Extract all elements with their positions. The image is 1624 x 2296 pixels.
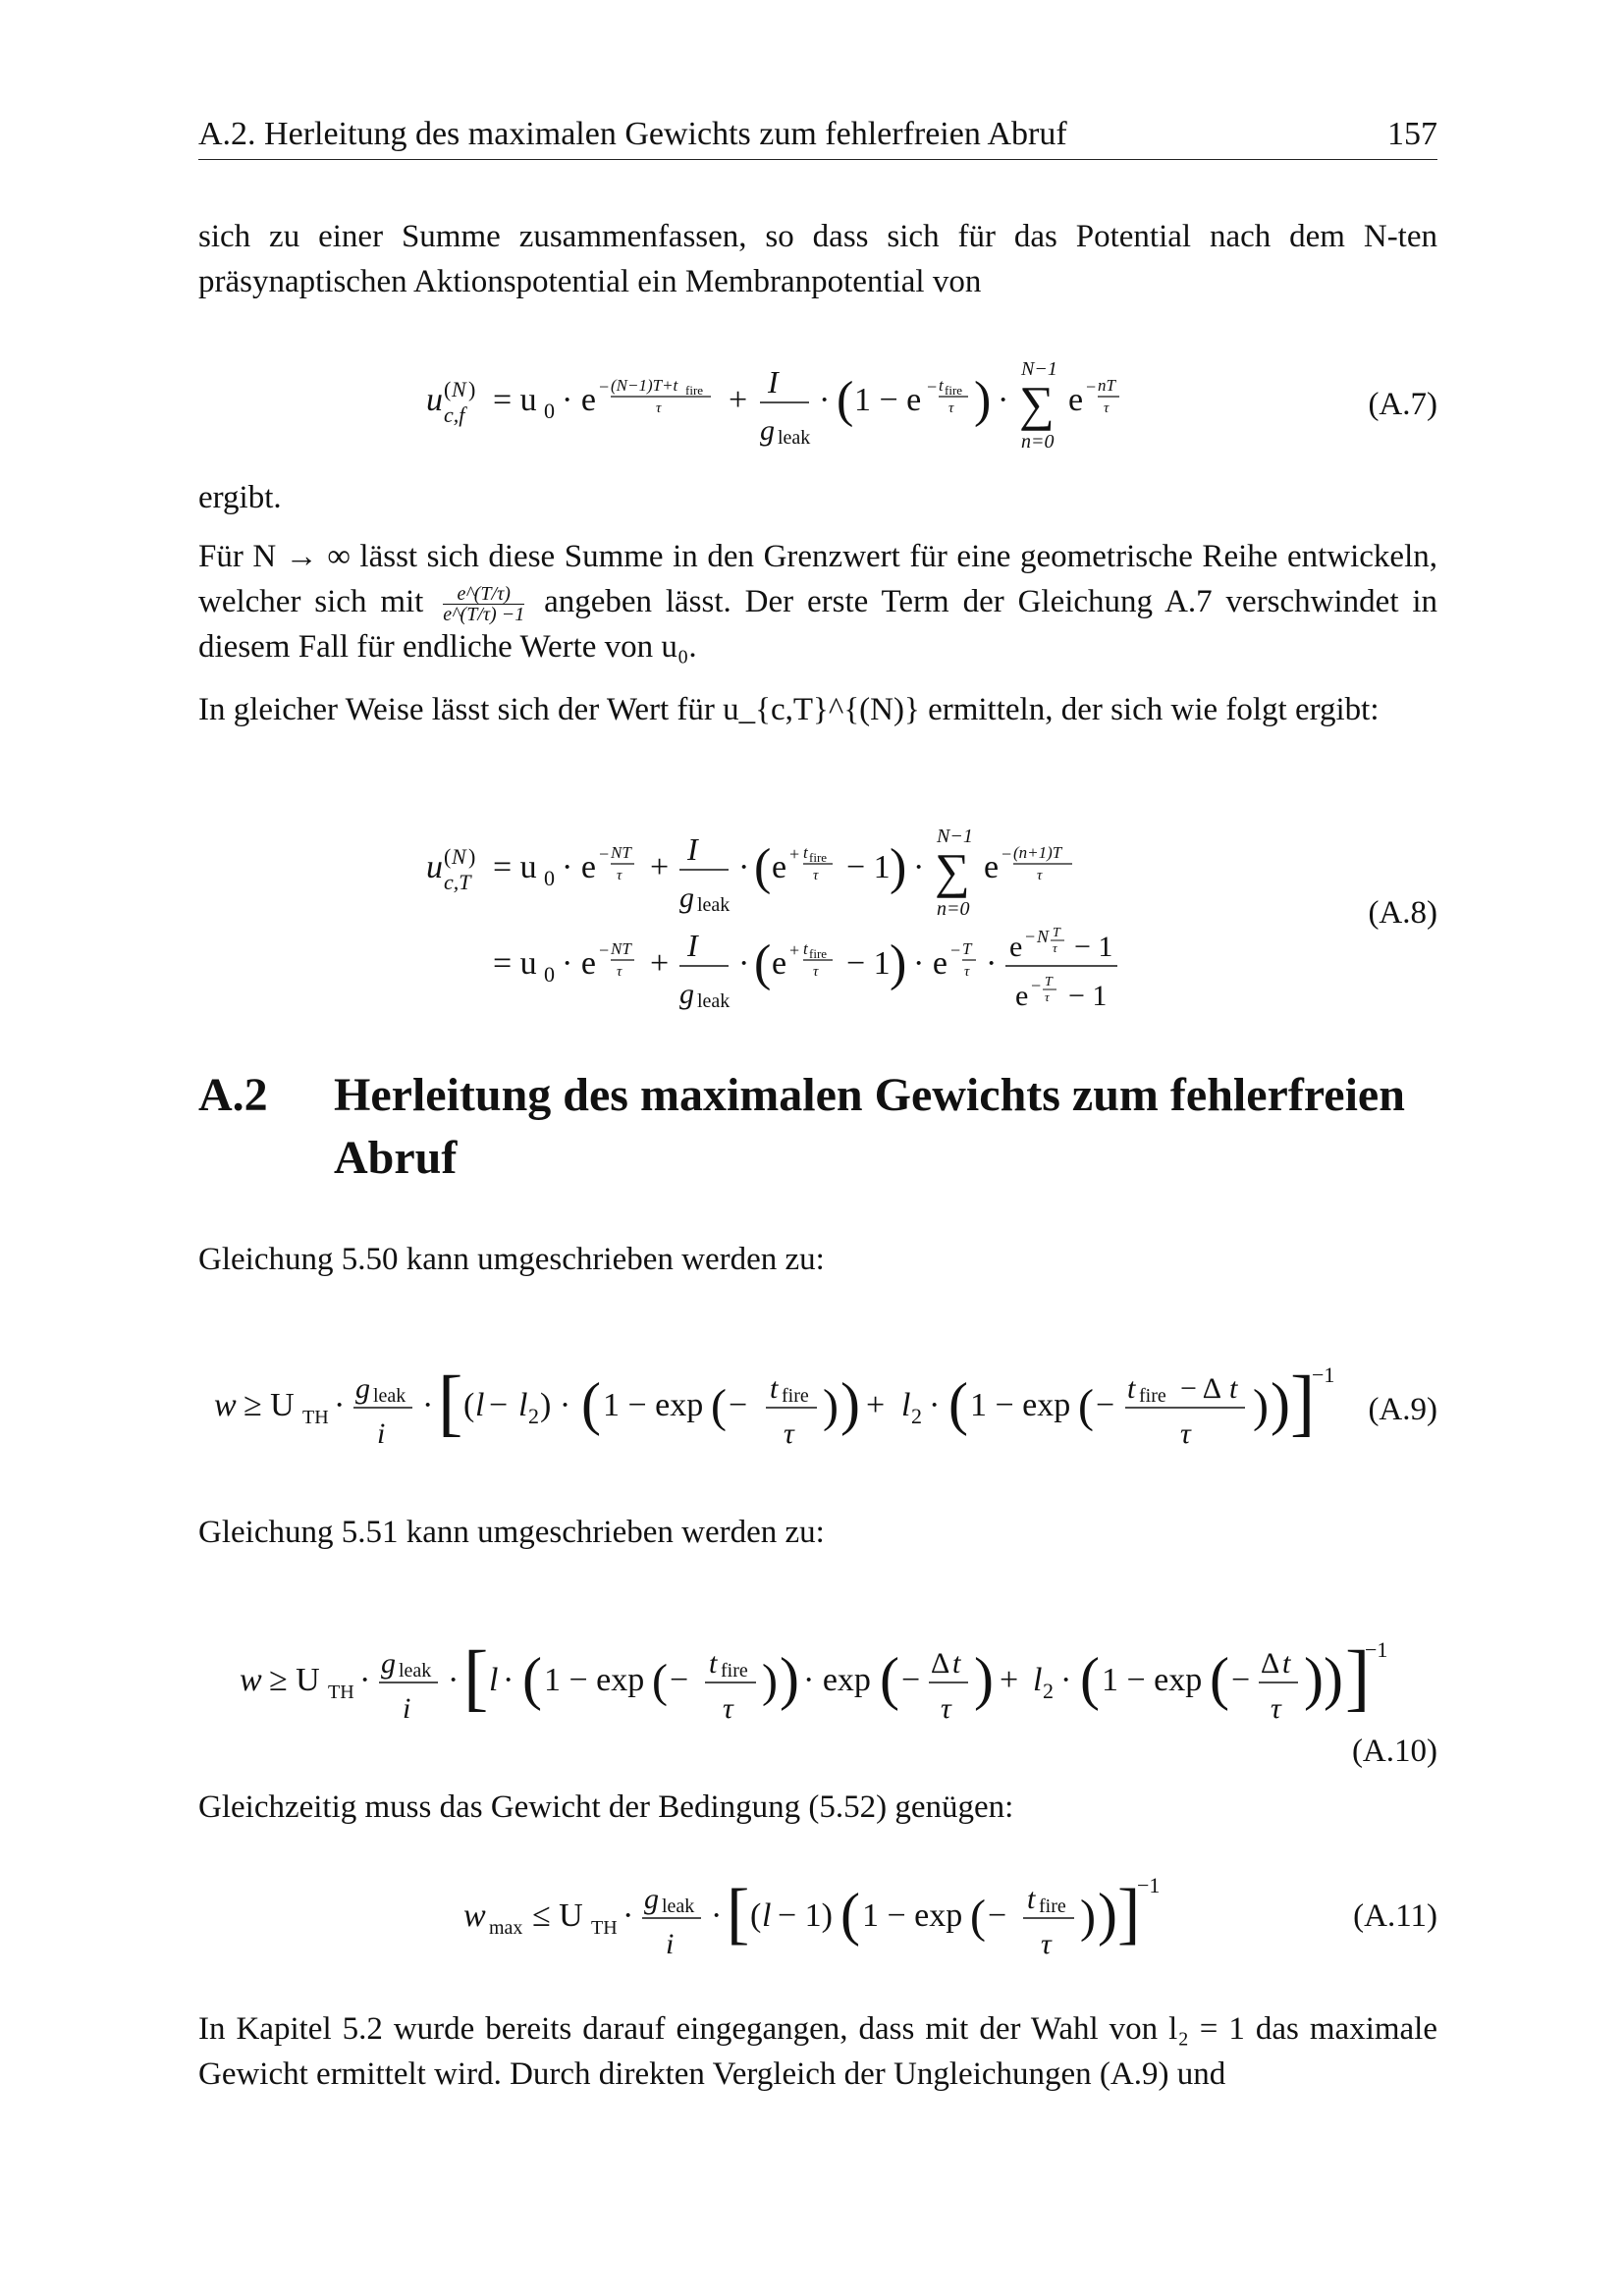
svg-text:−1: −1: [1312, 1362, 1335, 1387]
svg-text:): ): [780, 1646, 799, 1711]
svg-text:τ: τ: [1180, 1417, 1191, 1450]
svg-text:l: l: [1033, 1662, 1043, 1698]
svg-text:leak: leak: [373, 1385, 406, 1407]
svg-text:g: g: [381, 1647, 396, 1680]
svg-text:i: i: [666, 1928, 675, 1960]
svg-text:): ): [1253, 1380, 1269, 1432]
svg-text:τ: τ: [1053, 940, 1057, 955]
svg-text:−: −: [901, 1662, 921, 1698]
svg-text:u: u: [426, 382, 443, 418]
svg-text:τ: τ: [656, 400, 662, 416]
svg-text:e: e: [772, 945, 787, 982]
svg-text:t: t: [803, 843, 808, 862]
svg-text:−: −: [599, 940, 610, 960]
svg-text:+: +: [729, 382, 748, 418]
svg-text:fire: fire: [721, 1660, 748, 1682]
svg-text:− 1: − 1: [1068, 980, 1108, 1012]
svg-text:): ): [823, 1380, 839, 1432]
svg-text:): ): [468, 377, 476, 401]
svg-text:τ: τ: [723, 1692, 733, 1725]
svg-text:1 − exp: 1 − exp: [862, 1897, 963, 1934]
section-number: A.2: [198, 1069, 268, 1121]
svg-text:1 − exp: 1 − exp: [603, 1387, 704, 1423]
paragraph-chapter-ref: In Kapitel 5.2 wurde bereits darauf eingegangen, dass mit der Wahl von l₂ = 1 das maximale Gewicht ermittelt wird. Durch direkten Vergleich der Ungleichungen (A.9) und: [198, 2011, 1437, 2092]
svg-text:T: T: [1053, 926, 1060, 940]
svg-text:−: −: [927, 377, 938, 397]
svg-text:·: ·: [913, 849, 925, 885]
svg-text:·: ·: [448, 1662, 460, 1698]
svg-text:N−1: N−1: [937, 826, 973, 847]
svg-text:T: T: [1045, 975, 1053, 989]
paragraph-eq-550: Gleichung 5.50 kann umgeschrieben werden zu:: [198, 1242, 825, 1277]
paragraph-limit-start: Für N → ∞ lässt sich diese Summe in den Grenzwert für eine geometrische Reihe entwickeln, welcher sich mit: [198, 539, 1437, 619]
svg-text:fire: fire: [809, 850, 828, 865]
svg-text:w: w: [214, 1387, 237, 1423]
svg-text:−: −: [489, 1387, 509, 1423]
svg-text:·: ·: [503, 1662, 514, 1698]
svg-text:1 − e: 1 − e: [854, 382, 922, 418]
svg-text:2: 2: [1043, 1679, 1054, 1703]
svg-text:≥ U: ≥ U: [269, 1662, 320, 1698]
svg-text:I: I: [687, 831, 698, 867]
equation-a7: [198, 353, 1437, 461]
svg-text:t: t: [803, 939, 808, 958]
svg-text:t: t: [709, 1647, 718, 1680]
svg-text:· e: · e: [562, 382, 596, 418]
svg-text:[: [: [727, 1876, 750, 1951]
svg-text:(: (: [750, 1897, 762, 1934]
paragraph-limit-end: angeben lässt. Der erste Term der Gleichung A.7 verschwindet in diesem Fall für endliche Werte von u₀.: [198, 584, 1438, 665]
svg-text:− 1: − 1: [846, 945, 891, 982]
svg-text:e: e: [1015, 980, 1029, 1012]
svg-text:·: ·: [986, 945, 998, 982]
equation-a11-math: [198, 1865, 1437, 1973]
svg-text:− 1: − 1: [846, 849, 891, 885]
svg-text:N: N: [452, 377, 466, 401]
svg-text:fire: fire: [809, 946, 828, 961]
svg-text:fire: fire: [685, 383, 704, 398]
section-title: Herleitung des maximalen Gewichts zum fehlerfreien Abruf: [334, 1069, 1405, 1184]
svg-text:·: ·: [1060, 1662, 1072, 1698]
svg-text:τ: τ: [617, 964, 623, 980]
svg-text:g: g: [679, 881, 694, 914]
svg-text:l: l: [762, 1897, 772, 1934]
svg-text:max: max: [489, 1917, 523, 1939]
svg-text:·: ·: [738, 849, 750, 885]
svg-text:): ): [890, 839, 907, 895]
svg-text:TH: TH: [591, 1917, 618, 1939]
svg-text:·: ·: [711, 1897, 723, 1934]
svg-text:nT: nT: [1098, 376, 1115, 395]
svg-text:− Δ: − Δ: [1180, 1372, 1222, 1405]
svg-text:e: e: [1009, 931, 1023, 963]
svg-text:l: l: [518, 1387, 528, 1423]
svg-text:−: −: [950, 940, 961, 960]
svg-text:= u: = u: [493, 945, 537, 982]
svg-text:τ: τ: [1045, 989, 1050, 1004]
svg-text:w: w: [240, 1662, 262, 1698]
svg-text:∑: ∑: [935, 843, 970, 898]
svg-text:): ): [1304, 1646, 1324, 1711]
svg-text:(: (: [754, 839, 772, 895]
svg-text:): ): [974, 1646, 994, 1711]
equation-a9: [198, 1355, 1437, 1463]
svg-text:N: N: [452, 844, 466, 869]
inline-fraction: [443, 584, 524, 624]
svg-text:i: i: [403, 1692, 411, 1725]
svg-text:1 − exp: 1 − exp: [544, 1662, 645, 1698]
equation-a8: [198, 821, 1437, 1017]
equation-label-a8: (A.8): [1368, 895, 1437, 931]
svg-text:= u: = u: [493, 382, 537, 418]
svg-text:−: −: [599, 844, 610, 864]
svg-text:−: −: [729, 1387, 748, 1423]
paragraph-same-way: In gleicher Weise lässt sich der Wert für u_{c,T}^{(N)} ermitteln, der sich wie folgt ergibt:: [198, 692, 1380, 727]
svg-text:T: T: [962, 939, 972, 958]
svg-text:0: 0: [544, 962, 555, 987]
section-heading: [198, 1064, 1437, 1192]
svg-text:[: [: [438, 1362, 463, 1444]
svg-text:n=0: n=0: [1021, 431, 1055, 453]
svg-text:): ): [762, 1655, 778, 1707]
svg-text:t: t: [770, 1372, 779, 1405]
svg-text:−: −: [1031, 976, 1042, 995]
svg-text:): ): [1080, 1891, 1096, 1943]
inline-fraction-denominator: e^(T/τ) −1: [443, 603, 525, 625]
svg-text:(: (: [652, 1655, 668, 1707]
svg-text:fire: fire: [782, 1385, 809, 1407]
svg-text:(: (: [444, 844, 452, 869]
svg-text:−1: −1: [1365, 1637, 1388, 1662]
svg-text:g: g: [644, 1883, 659, 1915]
svg-text:leak: leak: [662, 1896, 695, 1917]
svg-text:2: 2: [528, 1404, 539, 1428]
svg-text:]: ]: [1290, 1362, 1316, 1444]
svg-text:TH: TH: [328, 1682, 354, 1703]
svg-text:(: (: [880, 1646, 899, 1711]
svg-text:−: −: [1086, 377, 1097, 397]
svg-text:(: (: [948, 1371, 968, 1436]
svg-text:τ: τ: [784, 1417, 794, 1450]
equation-label-a11: (A.11): [1353, 1898, 1437, 1934]
svg-text:n=0: n=0: [937, 898, 970, 920]
svg-text:−: −: [1096, 1387, 1115, 1423]
svg-text:) ·: ) ·: [540, 1387, 571, 1423]
svg-text:· e: · e: [562, 849, 596, 885]
svg-text:TH: TH: [302, 1407, 329, 1428]
svg-text:τ: τ: [964, 964, 970, 980]
svg-text:0: 0: [544, 399, 555, 423]
paragraph-limit: [198, 534, 1437, 669]
svg-text:e: e: [1068, 382, 1084, 418]
svg-text:τ: τ: [1271, 1692, 1281, 1725]
svg-text:t: t: [939, 376, 944, 395]
svg-text:τ: τ: [1104, 400, 1110, 416]
svg-text:·: ·: [998, 382, 1009, 418]
paragraph-condition: Gleichzeitig muss das Gewicht der Bedingung (5.52) genügen:: [198, 1789, 1014, 1825]
paragraph-ergibt: ergibt.: [198, 480, 282, 515]
svg-text:leak: leak: [778, 427, 811, 449]
svg-text:): ): [468, 844, 476, 869]
svg-text:(n+1)T: (n+1)T: [1013, 843, 1062, 862]
svg-text:(: (: [711, 1380, 727, 1432]
inline-fraction-numerator: e^(T/τ): [443, 584, 524, 605]
svg-text:·: ·: [334, 1387, 346, 1423]
svg-text:): ): [1271, 1371, 1290, 1436]
equation-a10-math: [198, 1629, 1437, 1737]
svg-text:1 − exp: 1 − exp: [1102, 1662, 1203, 1698]
page-number: 157: [1387, 116, 1437, 152]
svg-text:leak: leak: [697, 990, 731, 1012]
svg-text:g: g: [760, 414, 775, 447]
svg-text:e: e: [984, 849, 1000, 885]
svg-text:NT: NT: [611, 843, 631, 862]
paragraph-intro: sich zu einer Summe zusammenfassen, so dass sich für das Potential nach dem N-ten präsynaptischen Aktionspotential ein Membranpotential von: [198, 219, 1437, 299]
svg-text:−1: −1: [1137, 1873, 1161, 1897]
svg-text:0: 0: [544, 866, 555, 890]
svg-text:]: ]: [1345, 1636, 1371, 1719]
svg-text:·: ·: [422, 1387, 434, 1423]
equation-a8-math: [198, 821, 1437, 1017]
svg-text:): ): [1324, 1646, 1343, 1711]
svg-text:− 1: − 1: [1074, 931, 1113, 963]
svg-text:t: t: [1282, 1647, 1291, 1680]
svg-text:): ): [974, 372, 992, 428]
running-header: [198, 116, 1437, 160]
svg-text:t: t: [1127, 1372, 1136, 1405]
equation-label-a9: (A.9): [1368, 1392, 1437, 1427]
svg-text:g: g: [679, 978, 694, 1010]
svg-text:e: e: [772, 849, 787, 885]
svg-text:fire: fire: [1139, 1385, 1166, 1407]
svg-text:≤ U: ≤ U: [532, 1897, 583, 1934]
svg-text:τ: τ: [813, 868, 819, 883]
svg-text:): ): [890, 935, 907, 991]
svg-text:t: t: [1229, 1372, 1238, 1405]
svg-text:−: −: [670, 1662, 689, 1698]
svg-text:τ: τ: [941, 1692, 951, 1725]
svg-text:leak: leak: [399, 1660, 432, 1682]
svg-text:·: ·: [738, 945, 750, 982]
svg-text:Δ: Δ: [1261, 1647, 1280, 1680]
svg-text:u: u: [426, 849, 443, 885]
svg-text:· e: · e: [562, 945, 596, 982]
svg-text:1 − exp: 1 − exp: [970, 1387, 1071, 1423]
svg-text:i: i: [377, 1417, 386, 1450]
svg-text:+: +: [1000, 1662, 1019, 1698]
svg-text:g: g: [355, 1372, 370, 1405]
svg-text:[: [: [463, 1636, 489, 1719]
svg-text:NT: NT: [611, 939, 631, 958]
svg-text:≥ U: ≥ U: [244, 1387, 295, 1423]
svg-text:(: (: [581, 1371, 601, 1436]
svg-text:·: ·: [359, 1662, 371, 1698]
svg-text:I: I: [768, 364, 779, 400]
svg-text:(: (: [463, 1387, 475, 1423]
svg-text:(: (: [837, 372, 854, 428]
svg-text:·: ·: [623, 1897, 634, 1934]
svg-text:+: +: [650, 945, 670, 982]
equation-a10: [198, 1629, 1437, 1777]
svg-text:τ: τ: [617, 868, 623, 883]
paragraph-eq-551: Gleichung 5.51 kann umgeschrieben werden zu:: [198, 1515, 825, 1550]
svg-text:τ: τ: [813, 964, 819, 980]
svg-text:+: +: [789, 940, 800, 960]
svg-text:t: t: [1027, 1883, 1036, 1915]
svg-text:+: +: [650, 849, 670, 885]
svg-text:· e: · e: [913, 945, 947, 982]
svg-text:(: (: [1078, 1380, 1094, 1432]
svg-text:(: (: [970, 1891, 986, 1943]
svg-text:w: w: [463, 1897, 486, 1934]
svg-text:(: (: [754, 935, 772, 991]
svg-text:·: ·: [929, 1387, 941, 1423]
svg-text:l: l: [475, 1387, 485, 1423]
equation-a11: [198, 1865, 1437, 1973]
svg-text:·: ·: [819, 382, 831, 418]
svg-text:τ: τ: [948, 400, 954, 416]
svg-text:· exp: · exp: [803, 1662, 871, 1698]
svg-text:fire: fire: [1039, 1896, 1066, 1917]
svg-text:τ: τ: [1037, 868, 1043, 883]
svg-text:c,T: c,T: [444, 870, 471, 894]
svg-text:τ: τ: [1041, 1928, 1052, 1960]
equation-label-a7: (A.7): [1368, 387, 1437, 422]
svg-text:t: t: [952, 1647, 961, 1680]
svg-text:+: +: [866, 1387, 886, 1423]
svg-text:− 1): − 1): [778, 1897, 833, 1934]
svg-text:N−1: N−1: [1021, 358, 1057, 380]
svg-text:+: +: [789, 844, 800, 864]
svg-text:−: −: [599, 377, 610, 397]
svg-text:(: (: [1080, 1646, 1100, 1711]
svg-text:(: (: [522, 1646, 542, 1711]
equation-a9-math: [198, 1355, 1437, 1463]
running-title: A.2. Herleitung des maximalen Gewichts zum fehlerfreien Abruf: [198, 116, 1067, 152]
equation-label-a10: (A.10): [1351, 1734, 1437, 1769]
svg-text:(N−1)T+t: (N−1)T+t: [611, 376, 678, 395]
svg-text:fire: fire: [945, 383, 963, 398]
svg-text:]: ]: [1117, 1876, 1141, 1951]
svg-text:2: 2: [911, 1404, 922, 1428]
svg-text:I: I: [687, 928, 698, 963]
svg-text:∑: ∑: [1019, 376, 1055, 431]
svg-text:= u: = u: [493, 849, 537, 885]
svg-text:l: l: [901, 1387, 911, 1423]
svg-text:(: (: [444, 377, 452, 401]
svg-text:c,f: c,f: [444, 402, 465, 427]
svg-text:l: l: [489, 1662, 499, 1698]
svg-text:(: (: [840, 1882, 860, 1947]
svg-text:Δ: Δ: [931, 1647, 950, 1680]
svg-text:−: −: [1001, 844, 1012, 864]
svg-text:−: −: [1231, 1662, 1251, 1698]
svg-text:(: (: [1210, 1646, 1229, 1711]
svg-text:N: N: [1037, 927, 1050, 946]
equation-a7-math: [198, 353, 1437, 461]
svg-text:−: −: [1025, 927, 1036, 946]
svg-text:): ): [840, 1371, 860, 1436]
svg-text:−: −: [988, 1897, 1007, 1934]
svg-text:): ): [1098, 1882, 1117, 1947]
svg-text:leak: leak: [697, 894, 731, 916]
